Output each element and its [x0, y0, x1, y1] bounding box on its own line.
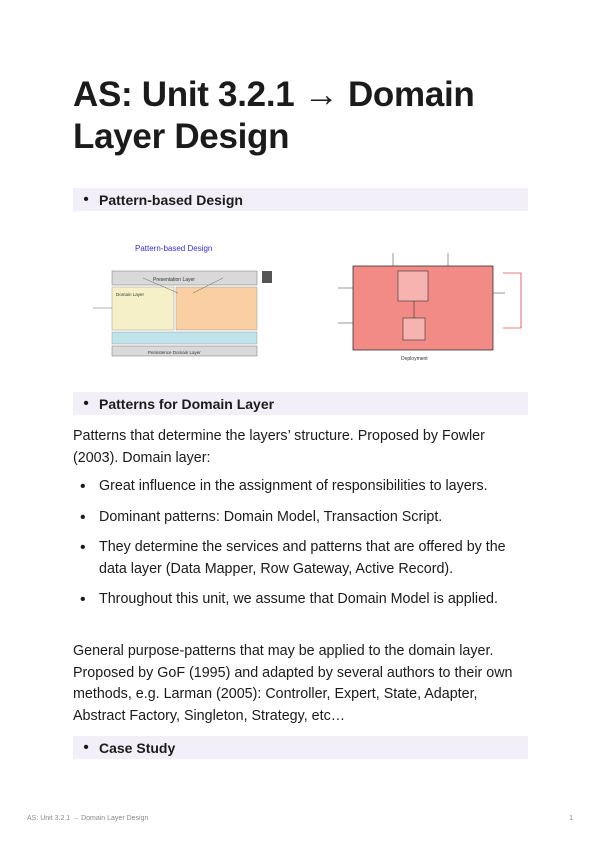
bullet-list [73, 476, 528, 620]
bullet-icon: • [83, 394, 89, 412]
page-title: AS: Unit 3.2.1 → Domain Layer Design [73, 75, 475, 156]
general-paragraph: General purpose-patterns that may be applied to the domain layer. Proposed by GoF (1995) and adapted by several authors to their own methods, e.g. Larman (2005): Controller, Expert, State, Adapter, Abstract Factory, Singleton, Strategy, etc… [73, 643, 513, 724]
footer-title: AS: Unit 3.2.1 → Domain Layer Design [27, 815, 149, 822]
persistence-layer-label: Persistence Domain Layer [148, 350, 201, 355]
section-label: Patterns for Domain Layer [99, 395, 275, 412]
section-header-pattern-based-design[interactable] [73, 188, 528, 211]
bullet-icon: • [83, 190, 89, 208]
list-item: • They determine the services and patterns that are offered by the data layer (Data Mapper, Row Gateway, Active Record). [73, 537, 528, 580]
bullet-icon: • [83, 738, 89, 756]
list-item: • Throughout this unit, we assume that Domain Model is applied. [73, 589, 528, 611]
figure-title: Pattern-based Design [135, 244, 213, 253]
pattern-based-design-figure [83, 233, 298, 363]
intro-paragraph: Patterns that determine the layers’ structure. Proposed by Fowler (2003). Domain layer: [73, 428, 485, 466]
presentation-layer-label: Presentation Layer [153, 277, 195, 283]
page-number: 1 [569, 815, 573, 822]
section-header-patterns-for-domain-layer[interactable] [73, 392, 528, 415]
list-item: • Great influence in the assignment of responsibilities to layers. [73, 476, 528, 498]
figures-row [73, 233, 528, 363]
page-footer [27, 815, 573, 822]
section-header-case-study[interactable] [73, 736, 528, 759]
section-label: Case Study [99, 739, 176, 756]
deployment-caption: Deployment [401, 356, 428, 362]
section-label: Pattern-based Design [99, 191, 243, 208]
list-item: • Dominant patterns: Domain Model, Transaction Script. [73, 507, 528, 529]
deployment-figure [313, 233, 528, 363]
domain-layer-label: Domain Layer [116, 292, 145, 297]
